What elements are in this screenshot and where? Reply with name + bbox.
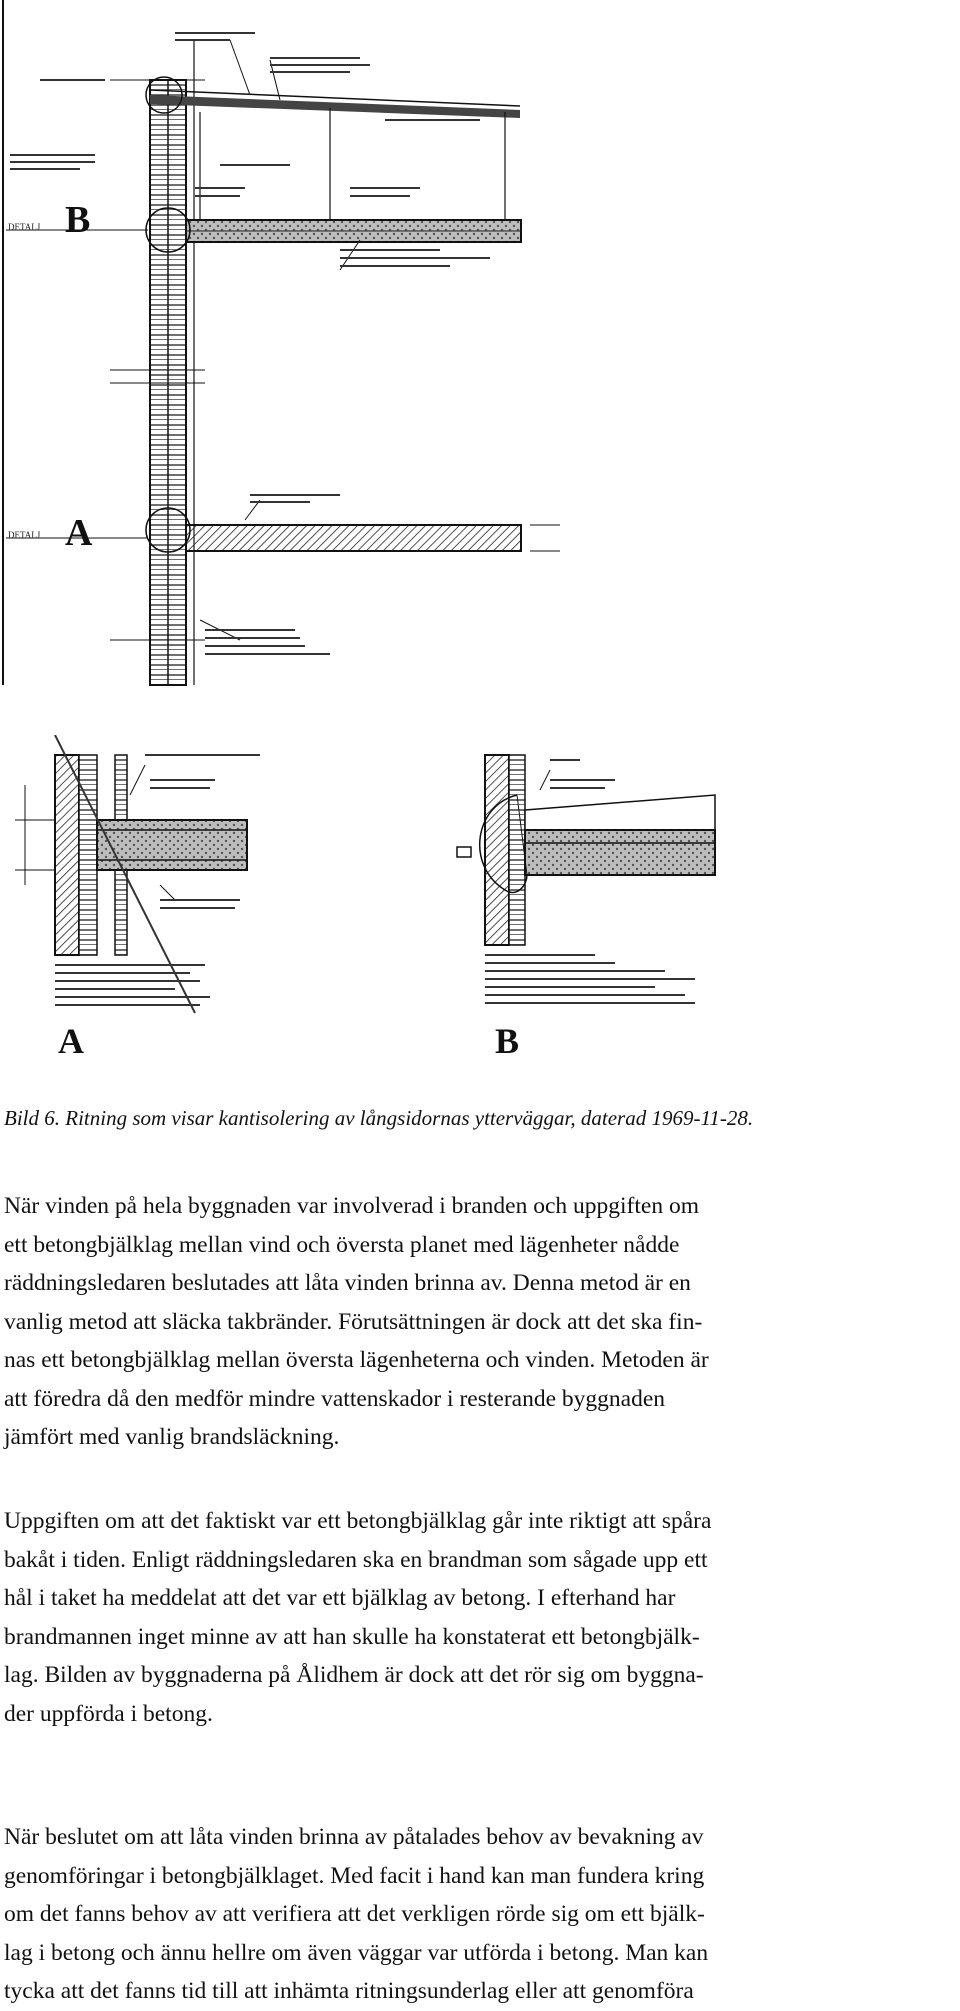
detail-label-a-bottom: A [58, 1021, 84, 1055]
paragraph-1 [4, 1187, 959, 1457]
paragraph-line: När beslutet om att låta vinden brinna av påtalades behov av bevakning av [4, 1824, 704, 1850]
paragraph-line: der uppförda i betong. [4, 1700, 213, 1727]
detail-label-b-top: B [65, 199, 91, 241]
paragraph-line: räddningsledaren beslutades att låta vinden brinna av. Denna metod är en [4, 1270, 691, 1296]
paragraph-line: hål i taket ha meddelat att det var ett bjälklag av betong. I efterhand har [4, 1585, 676, 1611]
detail-label-b-bottom: B [495, 1021, 520, 1055]
paragraph-line: om det fanns behov av att verifiera att det verkligen rörde sig om ett bjälk- [4, 1901, 705, 1927]
paragraph-line: ett betongbjälklag mellan vind och översta planet med lägenheter nådde [4, 1231, 680, 1258]
paragraph-line: vanlig metod att släcka takbränder. Förutsättningen är dock att det ska fin- [4, 1308, 703, 1335]
paragraph-line: Uppgiften om att det faktiskt var ett betongbjälklag går inte riktigt att spåra [4, 1508, 712, 1534]
detail-word-a: DETALJ [8, 530, 41, 540]
paragraph-line: nas ett betongbjälklag mellan översta lägenheterna och vinden. Metoden är [4, 1347, 709, 1373]
paragraph-line: lag. Bilden av byggnaderna på Ålidhem är dock att det rör sig om byggna- [4, 1662, 704, 1688]
paragraph-3 [4, 1818, 959, 2011]
paragraph-2 [4, 1502, 959, 1733]
paragraph-line: lag i betong och ännu hellre om även väggar var utförda i betong. Man kan [4, 1939, 709, 1966]
paragraph-line: brandmannen inget minne av att han skulle ha konstaterat ett betongbjälk- [4, 1623, 700, 1650]
paragraph-line: att föredra då den medför mindre vattenskador i resterande byggnaden [4, 1385, 665, 1412]
detail-label-a-top: A [65, 512, 93, 554]
paragraph-line: jämfört med vanlig brandsläckning. [4, 1424, 340, 1450]
paragraph-line: När vinden på hela byggnaden var involverad i branden och uppgiften om [4, 1193, 699, 1219]
figure-caption: Bild 6. Ritning som visar kantisolering av långsidornas ytterväggar, daterad 1969-11-28. [4, 1106, 754, 1130]
detail-word-b: DETALJ [8, 222, 41, 232]
paragraph-line: tycka att det fanns tid till att inhämta ritningsunderlag eller att genomföra [4, 1978, 694, 2004]
technical-drawing-detail-a [0, 735, 440, 1055]
technical-drawing-section [0, 0, 580, 690]
technical-drawing-detail-b [455, 735, 775, 1055]
paragraph-line: genomföringar i betongbjälklaget. Med facit i hand kan man fundera kring [4, 1862, 705, 1889]
paragraph-line: bakåt i tiden. Enligt räddningsledaren ska en brandman som sågade upp ett [4, 1546, 708, 1573]
